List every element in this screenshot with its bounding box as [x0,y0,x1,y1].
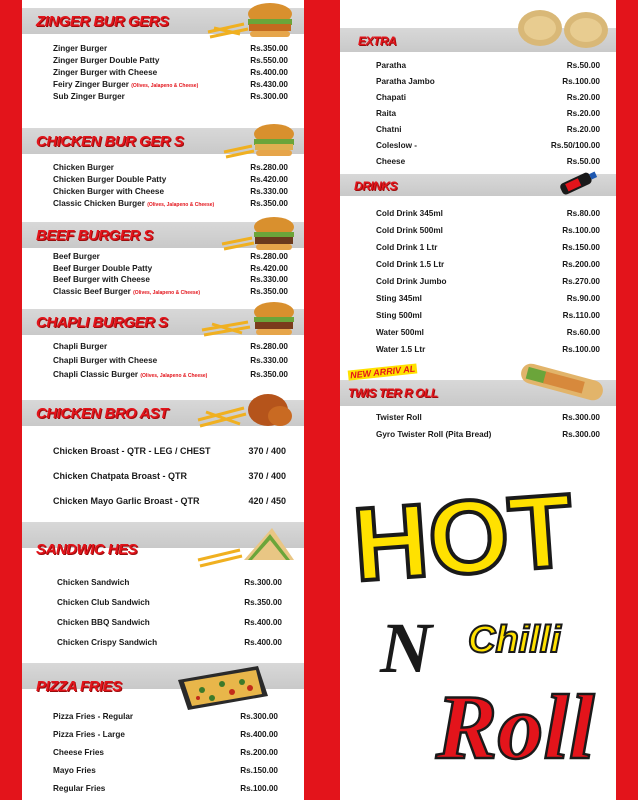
twister-roll-image [514,362,610,402]
chicken-broast-title: CHICKEN BRO AST [36,405,168,422]
item-price: Rs.400.00 [244,618,282,627]
left-menu-panel [22,0,304,800]
item-name-text: Cold Drink 345ml [376,209,443,218]
item-price: Rs.300.00 [240,712,278,721]
item-name-text: Chicken Club Sandwich [57,598,150,607]
chicken-burgers-menu-item [22,174,304,186]
item-name [53,783,105,795]
item-note: (Olives, Jalapeno & Cheese) [140,373,208,379]
item-price: Rs.80.00 [566,209,600,218]
item-price: Rs.100.00 [562,77,600,86]
item-name-text: Feiry Zinger Burger [53,80,129,89]
item-name-text: Coleslow - [376,141,417,150]
beef-burger-image [220,214,298,254]
extra-title: EXTRA [358,34,397,48]
pizza-fries-menu-item [22,711,304,723]
zinger-menu-item [22,79,304,91]
drinks-menu-item [340,208,616,220]
item-price: Rs.200.00 [240,748,278,757]
sandwiches-menu-item [22,617,304,629]
item-name [376,344,425,356]
item-name [376,76,435,88]
item-name [53,445,211,457]
hot-n-chilli-roll-logo [344,440,614,790]
item-price: Rs.300.00 [250,92,288,101]
item-name [53,55,159,67]
new-arrival-badge: NEW ARRIV AL [349,363,416,381]
item-name-text: Cold Drink Jumbo [376,277,447,286]
item-name-text: Cheese Fries [53,748,104,757]
item-price: Rs.270.00 [562,277,600,286]
item-name [376,108,396,120]
item-price: Rs.330.00 [250,187,288,196]
item-name-text: Chapli Classic Burger [53,370,139,379]
item-name-text: Zinger Burger Double Patty [53,56,160,65]
drinks-menu-item [340,225,616,237]
item-price: Rs.100.00 [240,784,278,793]
item-name-text: Classic Beef Burger [53,286,131,296]
broast-menu-item [22,470,304,482]
item-name [53,341,107,353]
pizza-fries-menu-item [22,783,304,795]
zinger-burgers-title: ZINGER BUR GERS [36,13,169,30]
broast-menu-item [22,495,304,507]
paratha-image [516,6,612,56]
item-price: Rs.60.00 [566,328,600,337]
item-price: 370 / 400 [248,446,286,456]
beef-menu-item [22,251,304,263]
item-name-text: Cold Drink 1.5 Ltr [376,260,445,269]
pizza-fries-menu-item [22,729,304,741]
right-menu-panel [340,0,616,800]
item-name-text: Chapli Burger with Cheese [53,356,158,365]
item-price: Rs.350.00 [250,286,288,296]
item-price: Rs.280.00 [250,163,288,172]
twister-menu-item [340,412,616,424]
item-price: 420 / 450 [248,496,286,506]
zinger-menu-item [22,43,304,55]
item-name-text: Chicken Burger [53,163,114,172]
item-name-text: Paratha [376,61,407,70]
item-price: Rs.20.00 [566,125,600,134]
item-price: 370 / 400 [248,471,286,481]
item-name [57,597,150,609]
chicken-burger-image [222,122,298,162]
item-name [53,43,107,55]
item-name [376,412,422,424]
item-name-text: Paratha Jambo [376,77,435,86]
zinger-menu-item [22,67,304,79]
drinks-menu-item [340,242,616,254]
item-name [53,274,150,286]
cola-bottle-image [550,164,600,204]
drinks-menu-item [340,327,616,339]
item-name-text: Cold Drink 500ml [376,226,443,235]
item-price: Rs.20.00 [566,93,600,102]
chapli-menu-item [22,369,304,381]
item-price: Rs.300.00 [562,430,600,439]
item-price: Rs.400.00 [240,730,278,739]
chapli-burger-image [198,300,298,340]
sandwiches-menu-item [22,577,304,589]
beef-menu-item [22,286,304,298]
item-price: Rs.300.00 [244,578,282,587]
item-name [376,293,422,305]
pizza-fries-menu-item [22,747,304,759]
item-name [53,186,164,198]
logo-hot-text: HOT [349,472,577,604]
zinger-burger-image [204,2,298,42]
item-name-text: Classic Chicken Burger [53,199,145,208]
item-price: Rs.350.00 [244,598,282,607]
logo-roll-text: Roll [436,676,595,778]
pizza-fries-title: PIZZA FRIES [36,678,122,695]
item-price: Rs.280.00 [250,252,288,261]
extra-menu-item [340,60,616,72]
chapli-menu-item [22,341,304,353]
item-name-text: Mayo Fries [53,766,96,775]
item-name [376,429,491,441]
sandwich-image [194,520,298,572]
beef-menu-item [22,274,304,286]
logo-chilli-text: Chilli [468,619,561,661]
item-name-text: Zinger Burger with Cheese [53,68,158,77]
item-price: Rs.200.00 [562,260,600,269]
item-name [376,156,405,168]
item-price: Rs.150.00 [562,243,600,252]
item-name-text: Chicken Broast - QTR - LEG / CHEST [53,446,211,456]
twister-menu-item [340,429,616,441]
extra-menu-item [340,76,616,88]
item-name-text: Zinger Burger [53,44,108,53]
sandwiches-menu-item [22,637,304,649]
item-price: Rs.50/100.00 [550,141,600,150]
item-name-text: Pizza Fries - Large [53,730,125,739]
item-name [376,276,447,288]
item-price: Rs.400.00 [250,68,288,77]
item-name-text: Chicken Chatpata Broast - QTR [53,471,188,481]
item-name [57,577,129,589]
item-name-text: Cheese [376,157,406,166]
item-name [376,60,406,72]
drinks-menu-item [340,276,616,288]
pizza-fries-image [172,660,272,712]
item-name [53,251,100,263]
pizza-fries-menu-item [22,765,304,777]
item-name-text: Water 1.5 Ltr [376,345,426,354]
item-price: Rs.350.00 [250,44,288,53]
item-name-text: Chapati [376,93,407,102]
item-name [53,729,125,741]
item-name-text: Chatni [376,125,402,134]
broast-menu-item [22,445,304,457]
logo-n-text: N [380,608,432,688]
item-price: Rs.50.00 [566,61,600,70]
item-name [376,208,443,220]
item-name [53,67,157,79]
item-name-text: Raita [376,109,397,118]
item-price: Rs.420.00 [250,263,288,273]
drinks-title: DRINKS [354,179,398,193]
item-name [53,711,133,723]
item-name [53,369,207,382]
item-name-text: Beef Burger Double Patty [53,263,153,273]
chicken-burgers-menu-item [22,198,304,210]
item-price: Rs.50.00 [566,157,600,166]
item-name [57,617,150,629]
item-name-text: Regular Fries [53,784,106,793]
extra-menu-item [340,156,616,168]
beef-menu-item [22,263,304,275]
item-name [376,140,417,152]
item-name [376,327,424,339]
item-price: Rs.430.00 [250,80,288,89]
item-name-text: Pizza Fries - Regular [53,712,134,721]
item-name-text: Sting 500ml [376,311,422,320]
extra-menu-item [340,124,616,136]
item-note: (Olives, Jalapeno & Cheese) [131,83,199,89]
extra-menu-item [340,108,616,120]
item-price: Rs.330.00 [250,275,288,284]
item-name-text: Water 500ml [376,328,424,337]
item-name-text: Chicken Crispy Sandwich [57,638,158,647]
item-price: Rs.100.00 [562,345,600,354]
item-note: (Olives, Jalapeno & Cheese) [133,289,201,296]
item-name [53,765,96,777]
item-name-text: Chicken Mayo Garlic Broast - QTR [53,496,200,506]
item-name [53,174,166,186]
chicken-burgers-menu-item [22,186,304,198]
chicken-broast-image [194,384,298,434]
item-name-text: Cold Drink 1 Ltr [376,243,438,252]
item-name [53,495,200,507]
item-name-text: Chicken BBQ Sandwich [57,618,150,627]
sandwiches-menu-item [22,597,304,609]
item-price: Rs.110.00 [562,311,600,320]
zinger-menu-item [22,91,304,103]
item-price: Rs.420.00 [250,175,288,184]
item-price: Rs.280.00 [250,342,288,351]
item-name [53,263,152,275]
chicken-burgers-title: CHICKEN BUR GER S [36,133,184,150]
drinks-menu-item [340,293,616,305]
item-name [376,124,401,136]
item-name-text: Twister Roll [376,413,422,422]
item-price: Rs.330.00 [250,356,288,365]
zinger-menu-item [22,55,304,67]
item-price: Rs.350.00 [250,370,288,379]
item-name [376,225,443,237]
item-name-text: Chicken Burger with Cheese [53,187,165,196]
item-name [53,91,125,103]
drinks-menu-item [340,310,616,322]
item-name [376,310,422,322]
item-name-text: Chicken Sandwich [57,578,130,587]
chapli-burgers-title: CHAPLI BURGER S [36,314,168,331]
drinks-menu-item [340,259,616,271]
chicken-burgers-menu-item [22,162,304,174]
item-name-text: Beef Burger with Cheese [53,275,150,284]
item-name [53,198,214,211]
item-name [53,286,200,299]
beef-burgers-title: BEEF BURGER S [36,227,153,244]
item-name [376,259,444,271]
chapli-menu-item [22,355,304,367]
item-name [53,470,187,482]
extra-menu-item [340,92,616,104]
extra-menu-item [340,140,616,152]
item-price: Rs.350.00 [250,199,288,208]
item-name-text: Chicken Burger Double Patty [53,175,167,184]
item-price: Rs.90.00 [566,294,600,303]
item-name-text: Beef Burger [53,252,100,261]
drinks-menu-item [340,344,616,356]
item-name-text: Chapli Burger [53,342,108,351]
item-price: Rs.400.00 [244,638,282,647]
item-price: Rs.550.00 [250,56,288,65]
item-name [53,162,114,174]
item-price: Rs.20.00 [566,109,600,118]
item-name [53,747,104,759]
item-name [376,92,406,104]
item-name [57,637,157,649]
item-name [376,242,437,254]
item-note: (Olives, Jalapeno & Cheese) [147,202,215,208]
item-price: Rs.300.00 [562,413,600,422]
twister-roll-title: TWIS TER R OLL [348,386,438,400]
item-name-text: Gyro Twister Roll (Pita Bread) [376,430,492,439]
item-price: Rs.100.00 [562,226,600,235]
sandwiches-title: SANDWIC HES [36,541,138,558]
item-name-text: Sub Zinger Burger [53,92,125,101]
item-name-text: Sting 345ml [376,294,422,303]
item-price: Rs.150.00 [240,766,278,775]
item-name [53,355,157,367]
